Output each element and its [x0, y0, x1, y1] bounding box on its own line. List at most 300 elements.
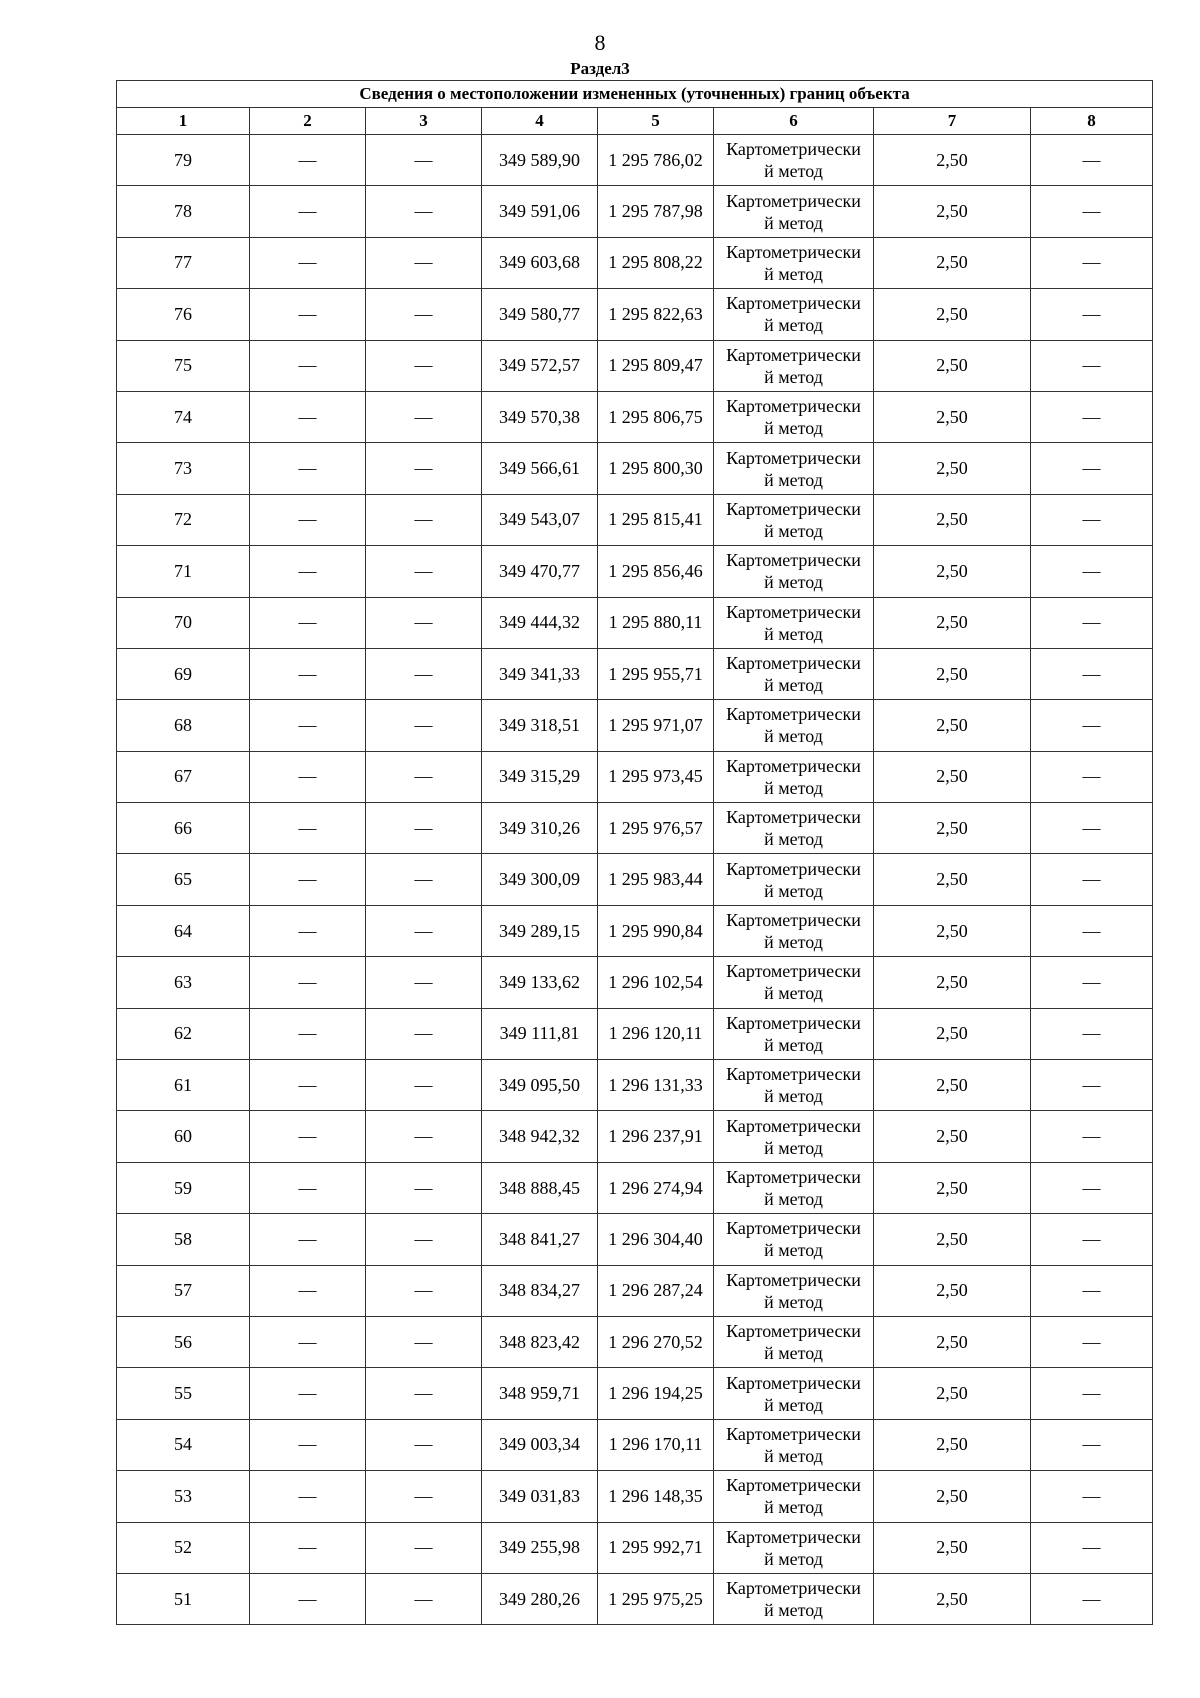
point-number-cell: 57: [117, 1265, 250, 1316]
method-text-line-1: Картометрически: [726, 1167, 861, 1187]
precision-cell: 2,50: [874, 289, 1031, 340]
point-number-cell: 75: [117, 340, 250, 391]
col2-cell: —: [250, 803, 366, 854]
col8-cell: —: [1031, 1316, 1153, 1367]
table-header-row: [117, 108, 1153, 135]
col2-cell: —: [250, 186, 366, 237]
point-number-cell: 53: [117, 1471, 250, 1522]
method-cell: [714, 854, 874, 905]
precision-cell: 2,50: [874, 1522, 1031, 1573]
method-text-line-2: й метод: [764, 366, 823, 387]
point-number-cell: 69: [117, 648, 250, 699]
table-row: [117, 1419, 1153, 1470]
precision-cell: 2,50: [874, 1162, 1031, 1213]
precision-cell: 2,50: [874, 1060, 1031, 1111]
precision-cell: 2,50: [874, 803, 1031, 854]
precision-cell: 2,50: [874, 700, 1031, 751]
col3-cell: —: [366, 340, 482, 391]
precision-cell: 2,50: [874, 546, 1031, 597]
point-number-cell: 68: [117, 700, 250, 751]
point-number-cell: 63: [117, 957, 250, 1008]
y-coordinate-cell: 1 296 102,54: [598, 957, 714, 1008]
point-number-cell: 56: [117, 1316, 250, 1367]
y-coordinate-cell: 1 295 815,41: [598, 494, 714, 545]
table-caption: Сведения о местоположении измененных (уточненных) границ объекта: [117, 81, 1153, 108]
y-coordinate-cell: 1 296 170,11: [598, 1419, 714, 1470]
method-cell: [714, 1522, 874, 1573]
method-text-line-2: й метод: [764, 161, 823, 182]
method-cell: [714, 1265, 874, 1316]
x-coordinate-cell: 349 591,06: [482, 186, 598, 237]
method-cell: [714, 237, 874, 288]
y-coordinate-cell: 1 296 287,24: [598, 1265, 714, 1316]
method-text-line-2: й метод: [764, 1343, 823, 1364]
table-row: [117, 1008, 1153, 1059]
table-row: [117, 1522, 1153, 1573]
method-text-line-2: й метод: [764, 212, 823, 233]
table-row: [117, 494, 1153, 545]
x-coordinate-cell: 349 300,09: [482, 854, 598, 905]
y-coordinate-cell: 1 295 973,45: [598, 751, 714, 802]
precision-cell: 2,50: [874, 1419, 1031, 1470]
x-coordinate-cell: 349 095,50: [482, 1060, 598, 1111]
method-text-line-2: й метод: [764, 1137, 823, 1158]
precision-cell: 2,50: [874, 340, 1031, 391]
col3-cell: —: [366, 648, 482, 699]
method-text-line-2: й метод: [764, 469, 823, 490]
method-text-line-1: Картометрически: [726, 910, 861, 931]
method-cell: [714, 135, 874, 186]
col2-cell: —: [250, 905, 366, 956]
col8-cell: —: [1031, 186, 1153, 237]
method-text-line-1: Картометрически: [726, 653, 861, 674]
x-coordinate-cell: 349 318,51: [482, 700, 598, 751]
method-text-line-1: Картометрически: [726, 1578, 861, 1599]
table-row: [117, 597, 1153, 648]
method-cell: [714, 751, 874, 802]
col3-cell: —: [366, 905, 482, 956]
precision-cell: 2,50: [874, 1316, 1031, 1367]
method-text-line-1: Картометрически: [726, 1269, 861, 1290]
point-number-cell: 62: [117, 1008, 250, 1059]
method-text-line-1: Картометрически: [726, 447, 861, 468]
y-coordinate-cell: 1 296 148,35: [598, 1471, 714, 1522]
table-caption-row: [117, 81, 1153, 108]
method-text-line-1: Картометрически: [726, 601, 861, 622]
col2-cell: —: [250, 751, 366, 802]
x-coordinate-cell: 349 315,29: [482, 751, 598, 802]
table-row: [117, 237, 1153, 288]
method-text-line-2: й метод: [764, 932, 823, 953]
col8-cell: —: [1031, 135, 1153, 186]
x-coordinate-cell: 348 834,27: [482, 1265, 598, 1316]
col2-cell: —: [250, 1368, 366, 1419]
method-text-line-1: Картометрически: [726, 550, 861, 571]
x-coordinate-cell: 348 888,45: [482, 1162, 598, 1213]
col8-cell: —: [1031, 1060, 1153, 1111]
col3-cell: —: [366, 1162, 482, 1213]
method-cell: [714, 1573, 874, 1624]
precision-cell: 2,50: [874, 443, 1031, 494]
col3-cell: —: [366, 237, 482, 288]
col2-cell: —: [250, 854, 366, 905]
x-coordinate-cell: 349 003,34: [482, 1419, 598, 1470]
method-cell: [714, 1214, 874, 1265]
col8-cell: —: [1031, 1522, 1153, 1573]
method-text-line-1: Картометрически: [726, 961, 861, 982]
col8-cell: —: [1031, 700, 1153, 751]
col3-cell: —: [366, 135, 482, 186]
x-coordinate-cell: 348 823,42: [482, 1316, 598, 1367]
method-text-line-1: Картометрически: [726, 1012, 861, 1033]
col3-cell: —: [366, 186, 482, 237]
y-coordinate-cell: 1 295 822,63: [598, 289, 714, 340]
y-coordinate-cell: 1 296 131,33: [598, 1060, 714, 1111]
col8-cell: —: [1031, 1265, 1153, 1316]
column-header: 1: [117, 108, 250, 135]
column-header: 4: [482, 108, 598, 135]
method-text-line-1: Картометрически: [726, 755, 861, 776]
col2-cell: —: [250, 1419, 366, 1470]
precision-cell: 2,50: [874, 1471, 1031, 1522]
col8-cell: —: [1031, 1162, 1153, 1213]
col2-cell: —: [250, 494, 366, 545]
point-number-cell: 55: [117, 1368, 250, 1419]
column-header: 3: [366, 108, 482, 135]
method-text-line-2: й метод: [764, 829, 823, 850]
y-coordinate-cell: 1 295 992,71: [598, 1522, 714, 1573]
column-header: 6: [714, 108, 874, 135]
precision-cell: 2,50: [874, 1573, 1031, 1624]
method-cell: [714, 1419, 874, 1470]
col2-cell: —: [250, 289, 366, 340]
col2-cell: —: [250, 443, 366, 494]
x-coordinate-cell: 349 566,61: [482, 443, 598, 494]
method-text-line-2: й метод: [764, 1394, 823, 1415]
y-coordinate-cell: 1 296 194,25: [598, 1368, 714, 1419]
y-coordinate-cell: 1 296 304,40: [598, 1214, 714, 1265]
x-coordinate-cell: 349 031,83: [482, 1471, 598, 1522]
col2-cell: —: [250, 1265, 366, 1316]
method-cell: [714, 289, 874, 340]
method-text-line-1: Картометрически: [726, 396, 861, 417]
y-coordinate-cell: 1 295 808,22: [598, 237, 714, 288]
y-coordinate-cell: 1 296 270,52: [598, 1316, 714, 1367]
table-row: [117, 1060, 1153, 1111]
method-text-line-2: й метод: [764, 520, 823, 541]
method-text-line-2: й метод: [764, 983, 823, 1004]
precision-cell: 2,50: [874, 957, 1031, 1008]
point-number-cell: 71: [117, 546, 250, 597]
col2-cell: —: [250, 1471, 366, 1522]
col2-cell: —: [250, 1522, 366, 1573]
method-cell: [714, 494, 874, 545]
col8-cell: —: [1031, 1111, 1153, 1162]
col2-cell: —: [250, 1111, 366, 1162]
method-text-line-2: й метод: [764, 1600, 823, 1621]
col3-cell: —: [366, 1265, 482, 1316]
method-text-line-2: й метод: [764, 777, 823, 798]
x-coordinate-cell: 349 570,38: [482, 391, 598, 442]
col8-cell: —: [1031, 803, 1153, 854]
precision-cell: 2,50: [874, 648, 1031, 699]
point-number-cell: 65: [117, 854, 250, 905]
col2-cell: —: [250, 957, 366, 1008]
method-text-line-1: Картометрически: [726, 1526, 861, 1547]
col3-cell: —: [366, 1522, 482, 1573]
col3-cell: —: [366, 1368, 482, 1419]
col3-cell: —: [366, 751, 482, 802]
section-title: Раздел3: [570, 59, 630, 78]
table-body: [117, 135, 1153, 1625]
method-cell: [714, 905, 874, 956]
table-row: [117, 957, 1153, 1008]
method-text-line-2: й метод: [764, 623, 823, 644]
point-number-cell: 74: [117, 391, 250, 442]
col3-cell: —: [366, 1060, 482, 1111]
method-text-line-2: й метод: [764, 1445, 823, 1466]
method-text-line-2: й метод: [764, 263, 823, 284]
method-text-line-2: й метод: [764, 418, 823, 439]
method-cell: [714, 1111, 874, 1162]
table-row: [117, 1214, 1153, 1265]
method-text-line-2: й метод: [764, 315, 823, 336]
x-coordinate-cell: 349 133,62: [482, 957, 598, 1008]
y-coordinate-cell: 1 295 800,30: [598, 443, 714, 494]
method-text-line-1: Картометрически: [726, 1475, 861, 1496]
col2-cell: —: [250, 340, 366, 391]
y-coordinate-cell: 1 295 976,57: [598, 803, 714, 854]
precision-cell: 2,50: [874, 597, 1031, 648]
col2-cell: —: [250, 1214, 366, 1265]
method-cell: [714, 1162, 874, 1213]
table-row: [117, 1111, 1153, 1162]
method-text-line-1: Картометрически: [726, 1372, 861, 1393]
method-text-line-2: й метод: [764, 880, 823, 901]
point-number-cell: 70: [117, 597, 250, 648]
col8-cell: —: [1031, 391, 1153, 442]
col3-cell: —: [366, 854, 482, 905]
method-text-line-1: Картометрически: [726, 190, 861, 211]
col8-cell: —: [1031, 340, 1153, 391]
y-coordinate-cell: 1 295 880,11: [598, 597, 714, 648]
col3-cell: —: [366, 597, 482, 648]
col2-cell: —: [250, 700, 366, 751]
precision-cell: 2,50: [874, 494, 1031, 545]
precision-cell: 2,50: [874, 1368, 1031, 1419]
method-cell: [714, 443, 874, 494]
method-text-line-2: й метод: [764, 1034, 823, 1055]
col3-cell: —: [366, 1316, 482, 1367]
point-number-cell: 78: [117, 186, 250, 237]
x-coordinate-cell: 349 444,32: [482, 597, 598, 648]
table-row: [117, 1368, 1153, 1419]
col3-cell: —: [366, 443, 482, 494]
y-coordinate-cell: 1 295 983,44: [598, 854, 714, 905]
col3-cell: —: [366, 803, 482, 854]
column-header: 5: [598, 108, 714, 135]
col8-cell: —: [1031, 597, 1153, 648]
method-text-line-1: Картометрически: [726, 498, 861, 519]
precision-cell: 2,50: [874, 391, 1031, 442]
point-number-cell: 64: [117, 905, 250, 956]
col2-cell: —: [250, 1060, 366, 1111]
point-number-cell: 76: [117, 289, 250, 340]
y-coordinate-cell: 1 296 120,11: [598, 1008, 714, 1059]
col2-cell: —: [250, 1573, 366, 1624]
x-coordinate-cell: 349 580,77: [482, 289, 598, 340]
col8-cell: —: [1031, 648, 1153, 699]
col2-cell: —: [250, 648, 366, 699]
point-number-cell: 51: [117, 1573, 250, 1624]
col3-cell: —: [366, 1214, 482, 1265]
method-text-line-2: й метод: [764, 1189, 823, 1209]
col3-cell: —: [366, 289, 482, 340]
precision-cell: 2,50: [874, 854, 1031, 905]
precision-cell: 2,50: [874, 186, 1031, 237]
col3-cell: —: [366, 494, 482, 545]
method-cell: [714, 391, 874, 442]
precision-cell: 2,50: [874, 135, 1031, 186]
table-row: [117, 546, 1153, 597]
x-coordinate-cell: 349 310,26: [482, 803, 598, 854]
x-coordinate-cell: 349 280,26: [482, 1573, 598, 1624]
method-cell: [714, 1471, 874, 1522]
col8-cell: —: [1031, 854, 1153, 905]
method-cell: [714, 803, 874, 854]
table-row: [117, 186, 1153, 237]
y-coordinate-cell: 1 295 955,71: [598, 648, 714, 699]
col3-cell: —: [366, 546, 482, 597]
table-row: [117, 648, 1153, 699]
y-coordinate-cell: 1 295 975,25: [598, 1573, 714, 1624]
x-coordinate-cell: 349 543,07: [482, 494, 598, 545]
table-row: [117, 1265, 1153, 1316]
method-cell: [714, 648, 874, 699]
col8-cell: —: [1031, 443, 1153, 494]
method-cell: [714, 597, 874, 648]
column-header: 7: [874, 108, 1031, 135]
col2-cell: —: [250, 237, 366, 288]
col8-cell: —: [1031, 1419, 1153, 1470]
col3-cell: —: [366, 1471, 482, 1522]
method-text-line-1: Картометрически: [726, 1321, 861, 1342]
x-coordinate-cell: 349 289,15: [482, 905, 598, 956]
method-text-line-2: й метод: [764, 1086, 823, 1107]
col8-cell: —: [1031, 1573, 1153, 1624]
x-coordinate-cell: 349 470,77: [482, 546, 598, 597]
point-number-cell: 59: [117, 1162, 250, 1213]
y-coordinate-cell: 1 295 809,47: [598, 340, 714, 391]
method-text-line-1: Картометрически: [726, 1064, 861, 1085]
column-header: 2: [250, 108, 366, 135]
table-row: [117, 751, 1153, 802]
col2-cell: —: [250, 135, 366, 186]
precision-cell: 2,50: [874, 751, 1031, 802]
point-number-cell: 54: [117, 1419, 250, 1470]
col8-cell: —: [1031, 905, 1153, 956]
x-coordinate-cell: 349 603,68: [482, 237, 598, 288]
method-text-line-2: й метод: [764, 1548, 823, 1569]
col3-cell: —: [366, 957, 482, 1008]
y-coordinate-cell: 1 295 990,84: [598, 905, 714, 956]
precision-cell: 2,50: [874, 905, 1031, 956]
method-text-line-1: Картометрически: [726, 1423, 861, 1444]
method-text-line-2: й метод: [764, 675, 823, 696]
method-text-line-1: Картометрически: [726, 241, 861, 262]
table-row: [117, 1573, 1153, 1624]
col8-cell: —: [1031, 1368, 1153, 1419]
column-header: 8: [1031, 108, 1153, 135]
precision-cell: 2,50: [874, 237, 1031, 288]
col2-cell: —: [250, 597, 366, 648]
precision-cell: 2,50: [874, 1008, 1031, 1059]
x-coordinate-cell: 348 942,32: [482, 1111, 598, 1162]
x-coordinate-cell: 348 841,27: [482, 1214, 598, 1265]
y-coordinate-cell: 1 295 856,46: [598, 546, 714, 597]
table-row: [117, 1316, 1153, 1367]
method-text-line-1: Картометрически: [726, 807, 861, 828]
col2-cell: —: [250, 1008, 366, 1059]
precision-cell: 2,50: [874, 1111, 1031, 1162]
table-row: [117, 1162, 1153, 1213]
table-row: [117, 700, 1153, 751]
method-text-line-1: Картометрически: [726, 344, 861, 365]
col8-cell: —: [1031, 289, 1153, 340]
x-coordinate-cell: 349 341,33: [482, 648, 598, 699]
y-coordinate-cell: 1 296 274,94: [598, 1162, 714, 1213]
col2-cell: —: [250, 546, 366, 597]
col8-cell: —: [1031, 494, 1153, 545]
point-number-cell: 61: [117, 1060, 250, 1111]
method-text-line-1: Картометрически: [726, 704, 861, 725]
method-text-line-1: Картометрически: [726, 858, 861, 879]
method-text-line-1: Картометрически: [726, 1115, 861, 1136]
y-coordinate-cell: 1 295 787,98: [598, 186, 714, 237]
col8-cell: —: [1031, 957, 1153, 1008]
method-cell: [714, 1008, 874, 1059]
method-cell: [714, 186, 874, 237]
col2-cell: —: [250, 1162, 366, 1213]
point-number-cell: 66: [117, 803, 250, 854]
page-number: 8: [594, 30, 606, 55]
col8-cell: —: [1031, 1008, 1153, 1059]
x-coordinate-cell: 349 255,98: [482, 1522, 598, 1573]
col3-cell: —: [366, 1573, 482, 1624]
x-coordinate-cell: 349 572,57: [482, 340, 598, 391]
col8-cell: —: [1031, 1471, 1153, 1522]
col3-cell: —: [366, 391, 482, 442]
table-row: [117, 340, 1153, 391]
point-number-cell: 60: [117, 1111, 250, 1162]
method-cell: [714, 546, 874, 597]
col8-cell: —: [1031, 1214, 1153, 1265]
col2-cell: —: [250, 1316, 366, 1367]
x-coordinate-cell: 349 589,90: [482, 135, 598, 186]
precision-cell: 2,50: [874, 1265, 1031, 1316]
precision-cell: 2,50: [874, 1214, 1031, 1265]
col3-cell: —: [366, 1008, 482, 1059]
method-text-line-1: Картометрически: [726, 139, 861, 160]
method-text-line-2: й метод: [764, 1291, 823, 1312]
table-row: [117, 391, 1153, 442]
point-number-cell: 52: [117, 1522, 250, 1573]
x-coordinate-cell: 349 111,81: [482, 1008, 598, 1059]
point-number-cell: 77: [117, 237, 250, 288]
table-row: [117, 1471, 1153, 1522]
col3-cell: —: [366, 700, 482, 751]
y-coordinate-cell: 1 296 237,91: [598, 1111, 714, 1162]
